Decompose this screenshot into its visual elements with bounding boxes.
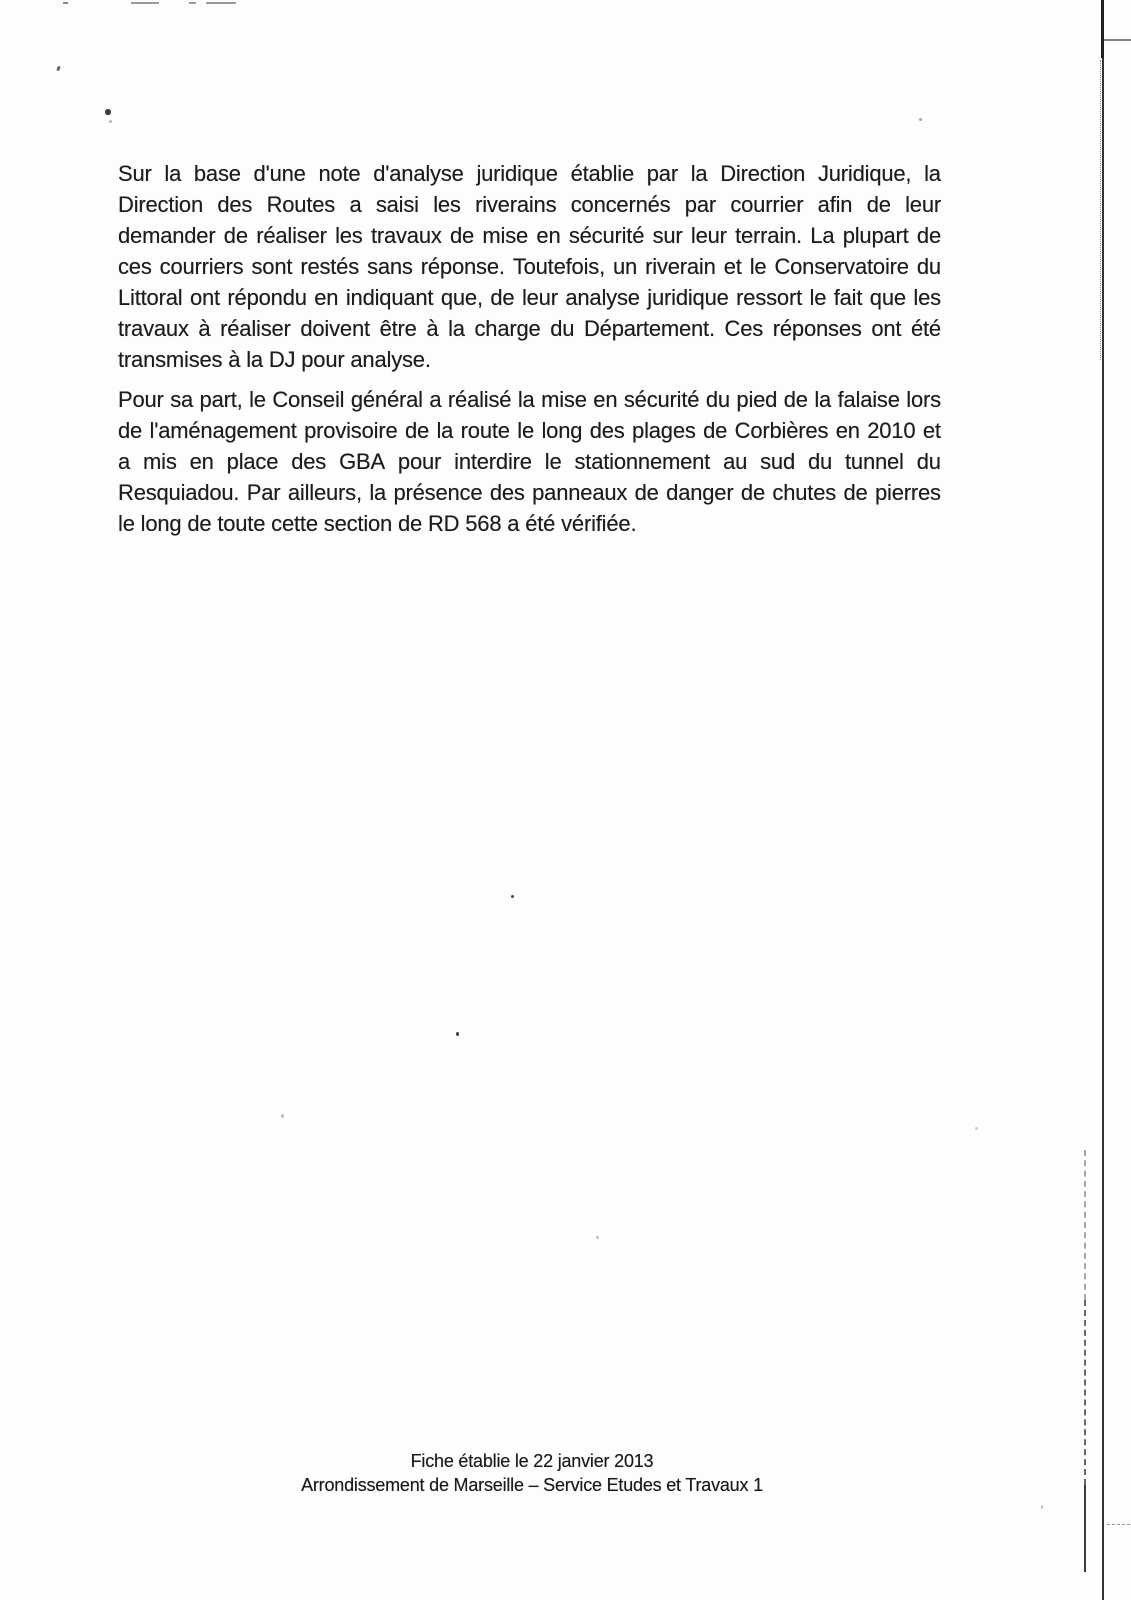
scan-dash-top-edge bbox=[206, 2, 236, 4]
body-text-line: a mis en place des GBA pour interdire le stationnement au sud du tunnel du bbox=[118, 449, 941, 474]
scan-dash-top-edge bbox=[189, 2, 196, 4]
scan-speck bbox=[975, 1127, 978, 1130]
scan-speck bbox=[919, 118, 922, 121]
scan-speck bbox=[105, 109, 111, 115]
body-text-line: Resquiadou. Par ailleurs, la présence des panneaux de danger de chutes de pierres bbox=[118, 480, 941, 505]
scan-vertical-line-right bbox=[1102, 0, 1104, 1600]
paragraph-legal-analysis bbox=[118, 158, 941, 375]
scan-dashed-line-right-lower bbox=[1084, 1300, 1086, 1485]
scan-speck bbox=[281, 1114, 284, 1118]
paragraph-conseil-general bbox=[118, 384, 941, 539]
scan-dash-top-edge bbox=[63, 2, 68, 4]
body-text-line: le long de toute cette section de RD 568 a été vérifiée. bbox=[118, 511, 637, 536]
footer-service-line: Arrondissement de Marseille – Service Etudes et Travaux 1 bbox=[301, 1475, 763, 1495]
body-text-line: travaux à réaliser doivent être à la charge du Département. Ces réponses ont été bbox=[118, 316, 941, 341]
scan-tick-bottom-right bbox=[1107, 1524, 1130, 1525]
scan-dashed-line-right-end bbox=[1084, 1485, 1086, 1572]
scan-dash-top-edge bbox=[131, 2, 159, 4]
body-text-line: Littoral ont répondu en indiquant que, de leur analyse juridique ressort le fait que les bbox=[118, 285, 941, 310]
body-text-line: transmises à la DJ pour analyse. bbox=[118, 347, 431, 372]
body-text-line: ces courriers sont restés sans réponse. Toutefois, un riverain et le Conservatoire du bbox=[118, 254, 941, 279]
body-text-line: Sur la base d'une note d'analyse juridique établie par la Direction Juridique, la bbox=[118, 161, 941, 186]
scan-speck bbox=[1041, 1505, 1043, 1509]
scan-speck bbox=[511, 895, 514, 898]
scan-vertical-line-noise bbox=[1100, 60, 1102, 360]
body-text-line: Pour sa part, le Conseil général a réalisé la mise en sécurité du pied de la falaise lors bbox=[118, 387, 941, 412]
scan-tick-top-right bbox=[1104, 39, 1131, 41]
scan-speck bbox=[596, 1236, 599, 1239]
body-text-line: de l'aménagement provisoire de la route le long des plages de Corbières en 2010 et bbox=[118, 418, 941, 443]
document-footer bbox=[0, 1449, 1064, 1497]
scan-speck bbox=[56, 66, 61, 72]
scan-speck bbox=[456, 1032, 459, 1036]
scan-vertical-line-right-top bbox=[1101, 0, 1104, 58]
scan-speck bbox=[109, 120, 112, 123]
body-text-line: demander de réaliser les travaux de mise en sécurité sur leur terrain. La plupart de bbox=[118, 223, 941, 248]
document-body bbox=[118, 158, 941, 539]
footer-date-line: Fiche établie le 22 janvier 2013 bbox=[410, 1451, 654, 1471]
body-text-line: Direction des Routes a saisi les riverains concernés par courrier afin de leur bbox=[118, 192, 941, 217]
scan-dashed-line-right-upper bbox=[1084, 1150, 1086, 1300]
